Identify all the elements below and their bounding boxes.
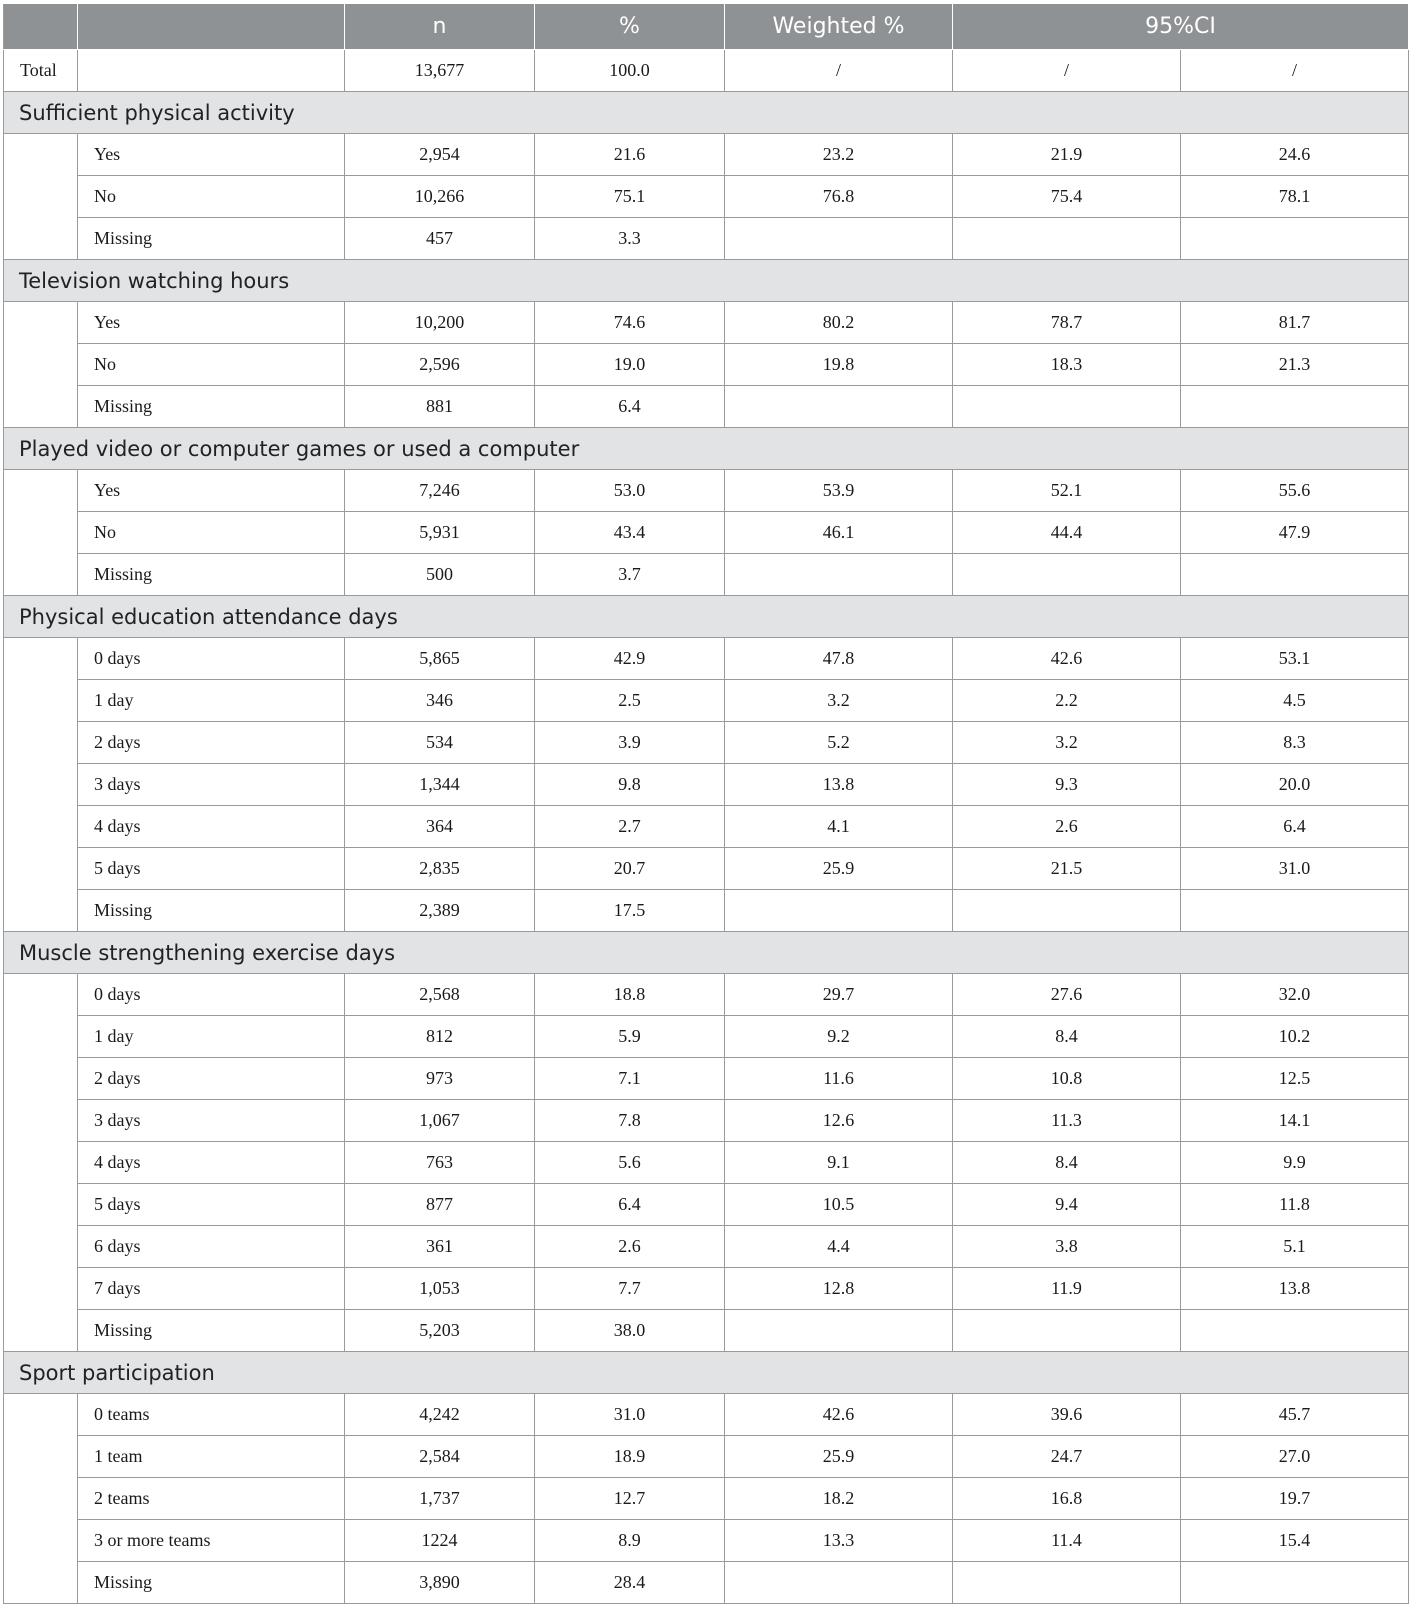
cell-n: 500 [345,554,535,596]
header-row [4,4,1409,50]
cell-weighted-pct: 46.1 [725,512,953,554]
cell-ci-high: 15.4 [1181,1520,1409,1562]
row-label: 0 teams [78,1394,345,1436]
cell-ci-low: 42.6 [953,638,1181,680]
cell-pct: 18.9 [535,1436,725,1478]
row-label: No [78,344,345,386]
cell-pct: 3.7 [535,554,725,596]
total-row [4,50,1409,92]
cell-n: 2,389 [345,890,535,932]
cell-ci-high [1181,218,1409,260]
total-n: 13,677 [345,50,535,92]
table-row [4,680,1409,722]
section-header-row [4,1352,1409,1394]
cell-pct: 5.9 [535,1016,725,1058]
total-label: Total [4,50,78,92]
cell-ci-low: 27.6 [953,974,1181,1016]
cell-pct: 2.7 [535,806,725,848]
cell-ci-low [953,1562,1181,1604]
section-title: Muscle strengthening exercise days [4,932,1409,974]
cell-weighted-pct: 23.2 [725,134,953,176]
table-row [4,1394,1409,1436]
row-label: 1 day [78,1016,345,1058]
cell-n: 364 [345,806,535,848]
row-label: 6 days [78,1226,345,1268]
cell-ci-low: 11.9 [953,1268,1181,1310]
cell-ci-low: 11.4 [953,1520,1181,1562]
cell-n: 2,835 [345,848,535,890]
section-header-row [4,260,1409,302]
cell-ci-high: 14.1 [1181,1100,1409,1142]
header-n: n [345,4,535,50]
table-row [4,1436,1409,1478]
cell-ci-high: 31.0 [1181,848,1409,890]
row-label: Missing [78,218,345,260]
cell-n: 457 [345,218,535,260]
cell-ci-high: 10.2 [1181,1016,1409,1058]
table-row [4,806,1409,848]
cell-weighted-pct: 47.8 [725,638,953,680]
cell-pct: 28.4 [535,1562,725,1604]
table-row [4,1268,1409,1310]
table-row [4,1562,1409,1604]
cell-pct: 43.4 [535,512,725,554]
section-title: Television watching hours [4,260,1409,302]
table-row [4,722,1409,764]
cell-n: 2,954 [345,134,535,176]
row-label: Missing [78,1310,345,1352]
cell-pct: 21.6 [535,134,725,176]
table-row [4,176,1409,218]
cell-weighted-pct: 12.6 [725,1100,953,1142]
table-row [4,974,1409,1016]
section-indent-cell [4,302,78,428]
row-label: 3 days [78,764,345,806]
total-pct: 100.0 [535,50,725,92]
cell-ci-high [1181,386,1409,428]
row-label: 2 teams [78,1478,345,1520]
header-blank-cell [78,4,345,50]
cell-n: 10,200 [345,302,535,344]
cell-n: 7,246 [345,470,535,512]
cell-n: 1,053 [345,1268,535,1310]
section-title: Physical education attendance days [4,596,1409,638]
section-title: Played video or computer games or used a computer [4,428,1409,470]
row-label: 3 days [78,1100,345,1142]
cell-ci-low: 8.4 [953,1016,1181,1058]
cell-ci-low: 16.8 [953,1478,1181,1520]
table-row [4,1184,1409,1226]
cell-pct: 75.1 [535,176,725,218]
cell-weighted-pct: 12.8 [725,1268,953,1310]
cell-n: 346 [345,680,535,722]
cell-ci-high [1181,554,1409,596]
section-title: Sport participation [4,1352,1409,1394]
table-row [4,1100,1409,1142]
cell-ci-high: 5.1 [1181,1226,1409,1268]
table-row [4,764,1409,806]
cell-ci-low: 39.6 [953,1394,1181,1436]
cell-weighted-pct: 5.2 [725,722,953,764]
cell-n: 1,344 [345,764,535,806]
section-indent-cell [4,974,78,1352]
total-wpct: / [725,50,953,92]
table-row [4,218,1409,260]
row-label: 2 days [78,1058,345,1100]
row-label: 4 days [78,806,345,848]
cell-weighted-pct: 19.8 [725,344,953,386]
cell-pct: 38.0 [535,1310,725,1352]
cell-ci-high: 55.6 [1181,470,1409,512]
cell-weighted-pct: 10.5 [725,1184,953,1226]
table-row [4,890,1409,932]
cell-weighted-pct [725,218,953,260]
cell-pct: 5.6 [535,1142,725,1184]
cell-n: 2,568 [345,974,535,1016]
row-label: Yes [78,470,345,512]
cell-ci-high: 81.7 [1181,302,1409,344]
cell-ci-high: 13.8 [1181,1268,1409,1310]
cell-ci-high: 20.0 [1181,764,1409,806]
row-label: 7 days [78,1268,345,1310]
data-table [3,3,1409,1604]
cell-ci-low: 21.9 [953,134,1181,176]
cell-weighted-pct: 9.2 [725,1016,953,1058]
cell-n: 1224 [345,1520,535,1562]
table-row [4,1520,1409,1562]
cell-ci-high: 53.1 [1181,638,1409,680]
cell-weighted-pct: 25.9 [725,1436,953,1478]
cell-pct: 8.9 [535,1520,725,1562]
table-body [4,50,1409,1604]
cell-ci-low: 52.1 [953,470,1181,512]
row-label: No [78,176,345,218]
row-label: 0 days [78,638,345,680]
cell-n: 2,596 [345,344,535,386]
cell-weighted-pct: 4.4 [725,1226,953,1268]
cell-ci-low: 8.4 [953,1142,1181,1184]
cell-ci-low [953,890,1181,932]
cell-weighted-pct [725,1562,953,1604]
section-indent-cell [4,470,78,596]
cell-ci-low [953,554,1181,596]
cell-weighted-pct: 29.7 [725,974,953,1016]
section-header-row [4,596,1409,638]
cell-ci-low: 3.8 [953,1226,1181,1268]
cell-ci-high: 8.3 [1181,722,1409,764]
header-blank-cell [4,4,78,50]
cell-ci-high: 24.6 [1181,134,1409,176]
cell-n: 5,865 [345,638,535,680]
row-label: 5 days [78,848,345,890]
cell-n: 5,931 [345,512,535,554]
row-label: 4 days [78,1142,345,1184]
section-indent-cell [4,1394,78,1604]
cell-weighted-pct: 80.2 [725,302,953,344]
cell-weighted-pct: 13.3 [725,1520,953,1562]
cell-pct: 18.8 [535,974,725,1016]
cell-n: 361 [345,1226,535,1268]
section-header-row [4,428,1409,470]
cell-pct: 7.8 [535,1100,725,1142]
cell-n: 881 [345,386,535,428]
cell-n: 812 [345,1016,535,1058]
table-row [4,1226,1409,1268]
table-row [4,1478,1409,1520]
row-label: Missing [78,386,345,428]
table-row [4,1310,1409,1352]
section-header-row [4,932,1409,974]
cell-ci-low [953,1310,1181,1352]
cell-n: 763 [345,1142,535,1184]
cell-pct: 53.0 [535,470,725,512]
row-label: Missing [78,890,345,932]
cell-pct: 20.7 [535,848,725,890]
row-label: Missing [78,554,345,596]
table-row [4,1142,1409,1184]
cell-weighted-pct: 53.9 [725,470,953,512]
cell-weighted-pct: 76.8 [725,176,953,218]
row-label: Yes [78,134,345,176]
cell-ci-low: 24.7 [953,1436,1181,1478]
section-title: Sufficient physical activity [4,92,1409,134]
cell-weighted-pct [725,554,953,596]
row-label: Missing [78,1562,345,1604]
cell-ci-low: 18.3 [953,344,1181,386]
cell-weighted-pct [725,1310,953,1352]
cell-ci-low: 9.3 [953,764,1181,806]
cell-ci-low: 3.2 [953,722,1181,764]
cell-weighted-pct: 3.2 [725,680,953,722]
cell-n: 877 [345,1184,535,1226]
cell-pct: 6.4 [535,1184,725,1226]
total-blank-cell [78,50,345,92]
table-row [4,470,1409,512]
cell-ci-low [953,218,1181,260]
cell-ci-low: 9.4 [953,1184,1181,1226]
table-row [4,1058,1409,1100]
cell-ci-high: 19.7 [1181,1478,1409,1520]
table-row [4,638,1409,680]
cell-ci-high [1181,890,1409,932]
cell-pct: 42.9 [535,638,725,680]
cell-pct: 17.5 [535,890,725,932]
cell-weighted-pct: 11.6 [725,1058,953,1100]
cell-pct: 19.0 [535,344,725,386]
table-row [4,134,1409,176]
table-row [4,1016,1409,1058]
total-ci-low: / [953,50,1181,92]
cell-ci-high: 78.1 [1181,176,1409,218]
cell-ci-low: 75.4 [953,176,1181,218]
cell-n: 2,584 [345,1436,535,1478]
header-percent: % [535,4,725,50]
section-indent-cell [4,638,78,932]
table-row [4,344,1409,386]
cell-ci-low: 2.6 [953,806,1181,848]
table-container [3,3,1409,1604]
row-label: No [78,512,345,554]
cell-n: 973 [345,1058,535,1100]
cell-ci-low: 2.2 [953,680,1181,722]
cell-ci-low: 10.8 [953,1058,1181,1100]
row-label: Yes [78,302,345,344]
row-label: 2 days [78,722,345,764]
cell-ci-high: 32.0 [1181,974,1409,1016]
row-label: 5 days [78,1184,345,1226]
cell-weighted-pct: 4.1 [725,806,953,848]
cell-weighted-pct: 18.2 [725,1478,953,1520]
row-label: 1 day [78,680,345,722]
cell-pct: 9.8 [535,764,725,806]
cell-pct: 2.6 [535,1226,725,1268]
header-weighted-percent: Weighted % [725,4,953,50]
cell-weighted-pct: 9.1 [725,1142,953,1184]
cell-ci-high: 11.8 [1181,1184,1409,1226]
table-row [4,386,1409,428]
cell-pct: 31.0 [535,1394,725,1436]
cell-n: 3,890 [345,1562,535,1604]
cell-ci-high: 27.0 [1181,1436,1409,1478]
cell-n: 4,242 [345,1394,535,1436]
cell-ci-low [953,386,1181,428]
cell-pct: 12.7 [535,1478,725,1520]
cell-ci-high [1181,1310,1409,1352]
table-row [4,554,1409,596]
cell-weighted-pct [725,386,953,428]
table-row [4,512,1409,554]
cell-ci-high: 21.3 [1181,344,1409,386]
cell-ci-low: 11.3 [953,1100,1181,1142]
cell-ci-high: 6.4 [1181,806,1409,848]
cell-weighted-pct: 25.9 [725,848,953,890]
cell-weighted-pct: 13.8 [725,764,953,806]
cell-n: 534 [345,722,535,764]
cell-weighted-pct [725,890,953,932]
cell-ci-high [1181,1562,1409,1604]
cell-ci-low: 21.5 [953,848,1181,890]
table-row [4,848,1409,890]
cell-pct: 3.3 [535,218,725,260]
cell-ci-high: 12.5 [1181,1058,1409,1100]
row-label: 3 or more teams [78,1520,345,1562]
cell-n: 1,067 [345,1100,535,1142]
header-95ci: 95%CI [953,4,1409,50]
cell-ci-high: 45.7 [1181,1394,1409,1436]
cell-ci-high: 47.9 [1181,512,1409,554]
cell-pct: 3.9 [535,722,725,764]
cell-ci-low: 44.4 [953,512,1181,554]
cell-n: 5,203 [345,1310,535,1352]
cell-ci-high: 9.9 [1181,1142,1409,1184]
row-label: 1 team [78,1436,345,1478]
cell-ci-low: 78.7 [953,302,1181,344]
cell-n: 10,266 [345,176,535,218]
section-header-row [4,92,1409,134]
section-indent-cell [4,134,78,260]
table-header [4,4,1409,50]
cell-weighted-pct: 42.6 [725,1394,953,1436]
cell-pct: 7.1 [535,1058,725,1100]
row-label: 0 days [78,974,345,1016]
total-ci-high: / [1181,50,1409,92]
cell-ci-high: 4.5 [1181,680,1409,722]
cell-pct: 74.6 [535,302,725,344]
cell-pct: 7.7 [535,1268,725,1310]
table-row [4,302,1409,344]
cell-pct: 2.5 [535,680,725,722]
cell-pct: 6.4 [535,386,725,428]
cell-n: 1,737 [345,1478,535,1520]
